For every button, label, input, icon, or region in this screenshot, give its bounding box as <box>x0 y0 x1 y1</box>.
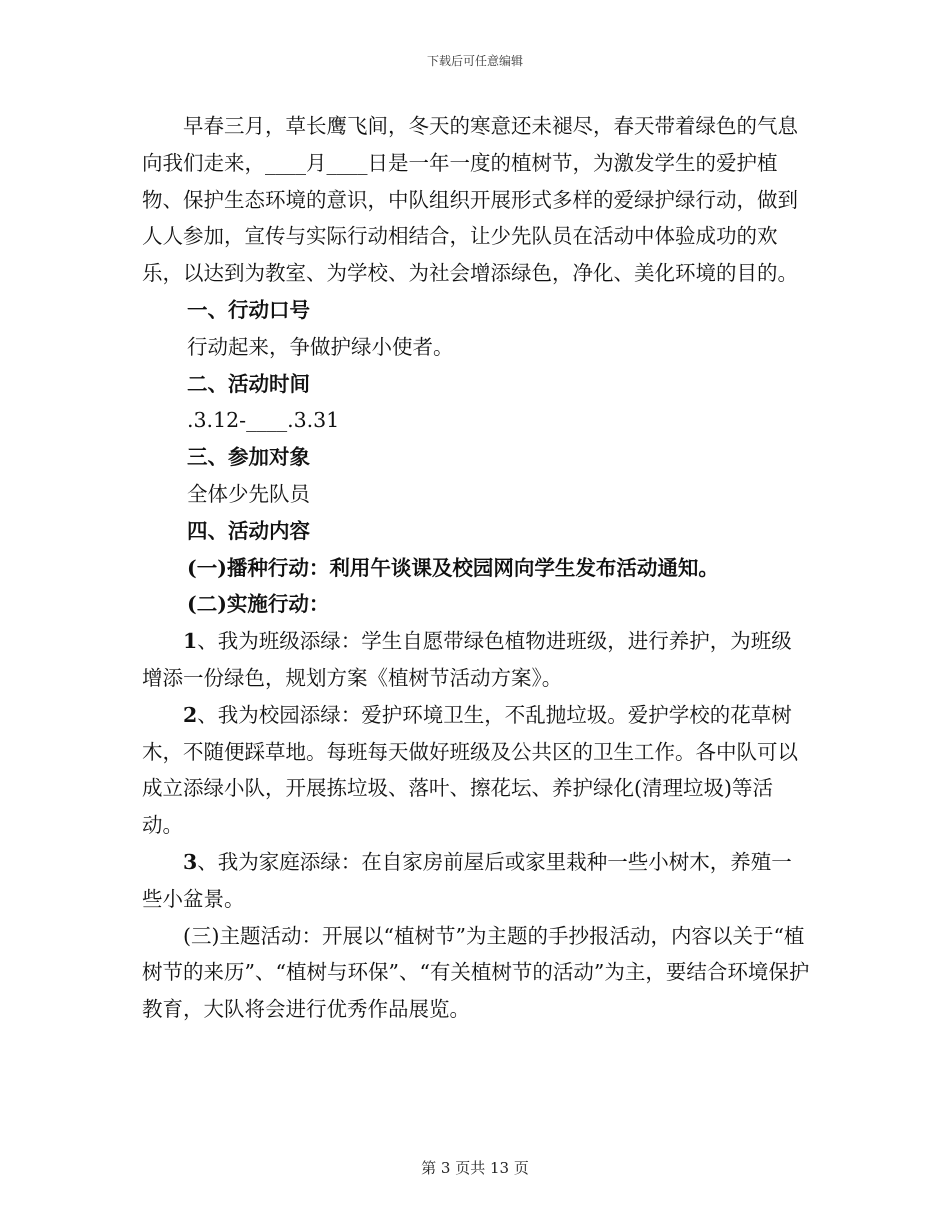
item-text: 、我为校园添绿：爱护环境卫生，不乱抛垃圾。爱护学校的花草树木，不随便踩草地。每班每天做好班级及公共区的卫生工作。各中队可以成立添绿小队，开展拣垃圾、落叶、擦花坛、养护绿化(清理垃圾)等活动。 <box>142 702 798 838</box>
time-text: .3.12-____.3.31 <box>187 408 340 433</box>
item-number: 1 <box>183 629 198 654</box>
participants-text: 全体少先队员 <box>187 481 310 506</box>
slogan-text: 行动起来，争做护绿小使者。 <box>187 334 454 359</box>
item-number: 2 <box>183 702 198 727</box>
section-heading-participants: 三、参加对象 <box>187 445 310 470</box>
item-text: 、我为家庭添绿：在自家房前屋后或家里栽种一些小树木，养殖一些小盆景。 <box>142 849 792 911</box>
document-body <box>142 108 810 1028</box>
subsection-sowing: (一)播种行动：利用午谈课及校园网向学生发布活动通知。 <box>187 555 719 580</box>
page-footer: 第 3 页共 13 页 <box>421 1159 529 1177</box>
section-heading-time: 二、活动时间 <box>187 371 310 396</box>
section-heading-slogan: 一、行动口号 <box>187 297 310 322</box>
subsection-theme-activity: (三)主题活动：开展以“植树节”为主题的手抄报活动，内容以关于“植树节的来历”、“植树与环保”、“有关植树节的活动”为主，要结合环境保护教育，大队将会进行优秀作品展览。 <box>142 923 810 1022</box>
item-number: 3 <box>183 849 198 874</box>
subsection-implementation: (二)实施行动： <box>187 592 330 617</box>
item-class-green <box>142 623 810 697</box>
intro-paragraph: 早春三月，草长鹰飞间，冬天的寒意还未褪尽，春天带着绿色的气息向我们走来，____月____日是一年一度的植树节，为激发学生的爱护植物、保护生态环境的意识，中队组织开展形式多样的爱绿护绿行动，做到人人参加，宣传与实际行动相结合，让少先队员在活动中体验成功的欢乐，以达到为教室、为学校、为社会增添绿色，净化、美化环境的目的。 <box>142 114 798 286</box>
item-home-green <box>142 844 810 918</box>
section-heading-content: 四、活动内容 <box>187 518 310 543</box>
page-header: 下载后可任意编辑 <box>426 54 523 68</box>
item-campus-green <box>142 697 810 844</box>
item-text: 、我为班级添绿：学生自愿带绿色植物进班级，进行养护，为班级增添一份绿色，规划方案《植树节活动方案》。 <box>142 629 792 690</box>
